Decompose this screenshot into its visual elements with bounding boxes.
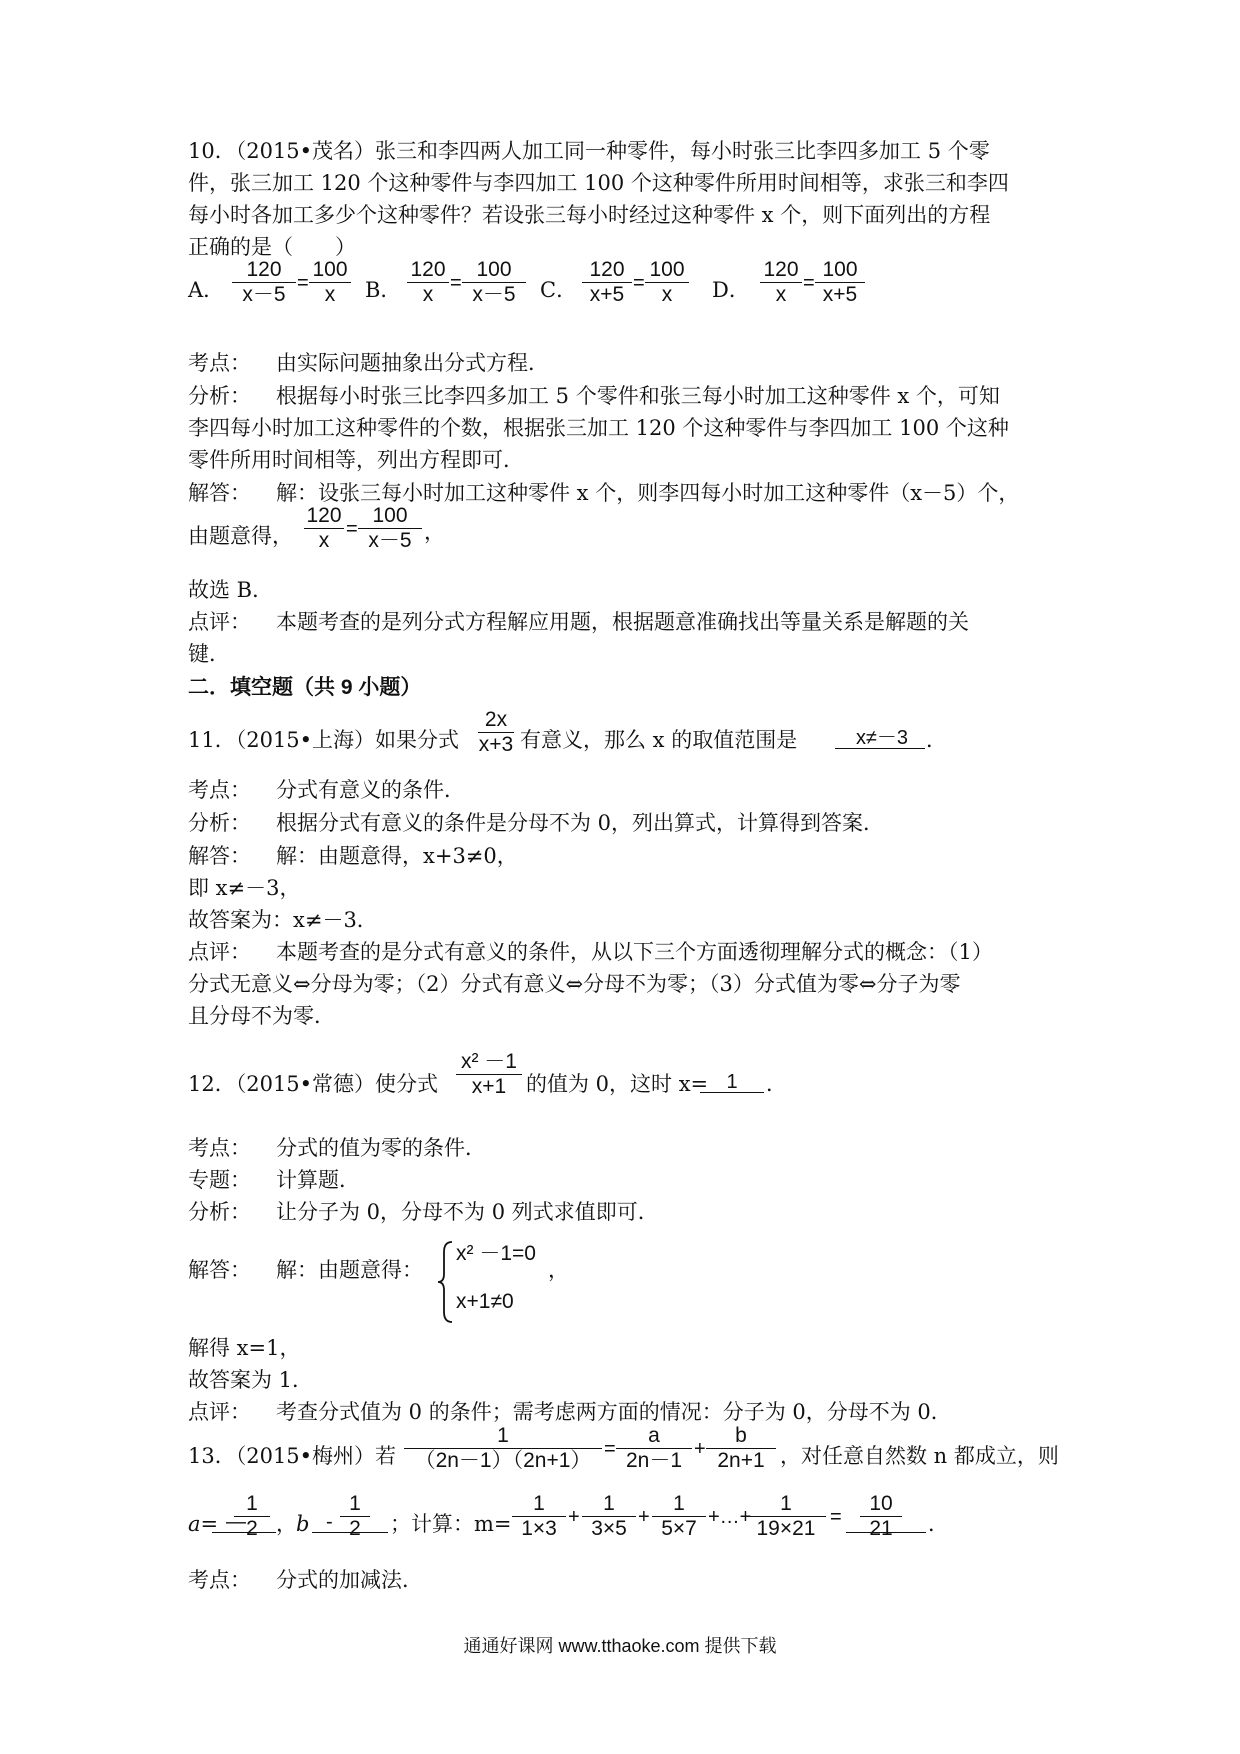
q11-dianping-line-2: 分式无意义⇔分母为零；（2）分式有意义⇔分母不为零；（3）分式值为零⇔分子为零: [188, 972, 961, 996]
q12-solve: 解得 x=1，: [188, 1336, 301, 1360]
q11-kaodian: 考点： 分式有意义的条件．: [188, 778, 465, 802]
q10-eq-right-fraction: 100 x－5: [356, 504, 424, 553]
q12-fraction: x² －1 x+1: [454, 1050, 524, 1099]
option-d-equals: =: [803, 272, 815, 294]
option-d-label: D．: [712, 278, 750, 302]
q13-term-2: 1 3×5: [580, 1492, 638, 1541]
q10-stem-line-1: 10．（2015•茂名）张三和李四两人加工同一种零件，每小时张三比李四多加工 5 个零: [188, 139, 990, 163]
q12-kaodian: 考点： 分式的值为零的条件．: [188, 1136, 486, 1160]
q12-answer-line: 故答案为 1．: [188, 1368, 314, 1392]
q13-a-answer: 1 2: [232, 1492, 272, 1541]
q13-term-3: 1 5×7: [650, 1492, 708, 1541]
q11-jieda-line-2: 即 x≠－3，: [188, 876, 301, 900]
q13-b-answer: 1 2: [338, 1492, 372, 1541]
q10-fenxi-line-3: 零件所用时间相等，列出方程即可．: [188, 448, 524, 472]
q13-result: 10 21: [858, 1492, 904, 1541]
q13-compute-label: ；计算：m=: [390, 1512, 512, 1536]
option-c-left-fraction: 120 x+5: [580, 258, 634, 307]
q10-fenxi-line-2: 李四每小时加工这种零件的个数，根据张三加工 120 个这种零件与李四加工 100 个这种: [188, 416, 1009, 440]
q11-stem-b: 有意义，那么 x 的取值范围是: [520, 728, 798, 752]
option-b-left-fraction: 120 x: [405, 258, 451, 307]
q10-dianping-line-2: 键．: [188, 642, 230, 666]
q13-dots: +…+: [708, 1506, 752, 1528]
q10-eq-left-fraction: 120 x: [302, 504, 346, 553]
q10-eq-equals: =: [346, 518, 358, 540]
q13-fraction-1: 1 （2n－1）（2n+1）: [402, 1424, 604, 1473]
q10-stem-line-2: 件，张三加工 120 个这种零件与李四加工 100 个这种零件所用时间相等，求张三和李四: [188, 171, 1009, 195]
q12-dianping: 点评： 考查分式值为 0 的条件；需考虑两方面的情况：分子为 0，分母不为 0．: [188, 1400, 952, 1424]
q11-jieda-line-3: 故答案为：x≠－3．: [188, 908, 378, 932]
q13-end: ．: [928, 1512, 949, 1536]
q13-stem-b: ，对任意自然数 n 都成立，则: [780, 1444, 1059, 1468]
option-c-equals: =: [633, 272, 645, 294]
q10-stem-line-3: 每小时各加工多少个这种零件？若设张三每小时经过这种零件 x 个，则下面列出的方程: [188, 203, 991, 227]
q12-jieda: 解答： 解：由题意得：: [188, 1258, 423, 1282]
q10-jieda-line-1: 解答： 解：设张三每小时加工这种零件 x 个，则李四每小时加工这种零件（x－5）个，: [188, 481, 1020, 505]
option-b-equals: =: [450, 272, 462, 294]
q13-fraction-3: b 2n+1: [704, 1424, 778, 1473]
system-brace-icon: [436, 1240, 456, 1324]
q13-b-sign: -: [326, 1511, 333, 1533]
q12-answer-blank: [700, 1092, 764, 1093]
q10-eq-end: ，: [424, 520, 445, 544]
q11-jieda-line-1: 解答： 解：由题意得，x+3≠0，: [188, 844, 518, 868]
q13-fraction-2: a 2n－1: [614, 1424, 694, 1473]
q10-fenxi-line-1: 分析： 根据每小时张三比李四多加工 5 个零件和张三每小时加工这种零件 x 个，可知: [188, 384, 1000, 408]
option-b-right-fraction: 100 x－5: [460, 258, 528, 307]
q13-equals: =: [604, 1438, 616, 1460]
system-equation-2: x+1≠0: [456, 1290, 514, 1313]
q11-fenxi: 分析： 根据分式有意义的条件是分母不为 0，列出算式，计算得到答案．: [188, 811, 885, 835]
q13-comma: ，: [276, 1512, 297, 1536]
q12-answer: 1: [726, 1071, 738, 1093]
q13-a-label: a=: [188, 1512, 219, 1536]
q13-result-equals: =: [830, 1506, 842, 1528]
q12-zhuanti: 专题： 计算题．: [188, 1168, 360, 1192]
q13-stem-a: 13．（2015•梅州）若: [188, 1444, 397, 1468]
q11-stem-a: 11．（2015•上海）如果分式: [188, 728, 460, 752]
option-d-left-fraction: 120 x: [758, 258, 804, 307]
q10-stem-line-4: 正确的是（ ）: [188, 235, 356, 259]
q11-answer: x≠－3: [855, 727, 909, 749]
section-title: 二．填空题（共 9 小题）: [188, 676, 422, 699]
q12-stem-end: ．: [766, 1072, 787, 1096]
q11-answer-blank: [835, 748, 925, 749]
q12-fenxi: 分析： 让分子为 0，分母不为 0 列式求值即可．: [188, 1200, 659, 1224]
option-c-right-fraction: 100 x: [643, 258, 691, 307]
option-a-label: A．: [188, 278, 225, 302]
q13-plus-2: +: [638, 1506, 650, 1528]
option-c-label: C．: [540, 278, 578, 302]
q11-stem-end: ．: [926, 728, 947, 752]
q10-kaodian: 考点： 由实际问题抽象出分式方程．: [188, 351, 549, 375]
q13-term-1: 1 1×3: [510, 1492, 568, 1541]
system-equation-1: x² －1=0: [456, 1242, 536, 1265]
q13-plus: +: [694, 1438, 706, 1460]
q12-stem-a: 12．（2015•常德）使分式: [188, 1072, 439, 1096]
option-b-label: B．: [365, 278, 402, 302]
q13-term-4: 1 19×21: [744, 1492, 828, 1541]
option-a-left-fraction: 120 x－5: [230, 258, 298, 307]
q13-kaodian: 考点： 分式的加减法．: [188, 1568, 423, 1592]
q10-dianping-line-1: 点评： 本题考查的是列分式方程解应用题，根据题意准确找出等量关系是解题的关: [188, 610, 969, 634]
q10-choose: 故选 B．: [188, 578, 274, 602]
option-d-right-fraction: 100 x+5: [813, 258, 867, 307]
page-footer: 通通好课网 www.tthaoke.com 提供下载: [463, 1636, 777, 1656]
q12-system-end: ，: [548, 1258, 569, 1282]
q11-dianping-line-3: 且分母不为零．: [188, 1004, 335, 1028]
q11-dianping-line-1: 点评： 本题考查的是分式有意义的条件，从以下三个方面透彻理解分式的概念：（1）: [188, 940, 993, 964]
option-a-right-fraction: 100 x: [307, 258, 353, 307]
q13-b-label: b: [296, 1512, 310, 1536]
q11-fraction: 2x x+3: [478, 708, 514, 756]
q13-a-sign: —: [226, 1511, 246, 1533]
q13-plus-1: +: [568, 1506, 580, 1528]
option-a-equals: =: [297, 272, 309, 294]
q10-jieda-line-2: 由题意得，: [188, 524, 293, 548]
q12-stem-b: 的值为 0，这时 x=: [526, 1072, 709, 1096]
